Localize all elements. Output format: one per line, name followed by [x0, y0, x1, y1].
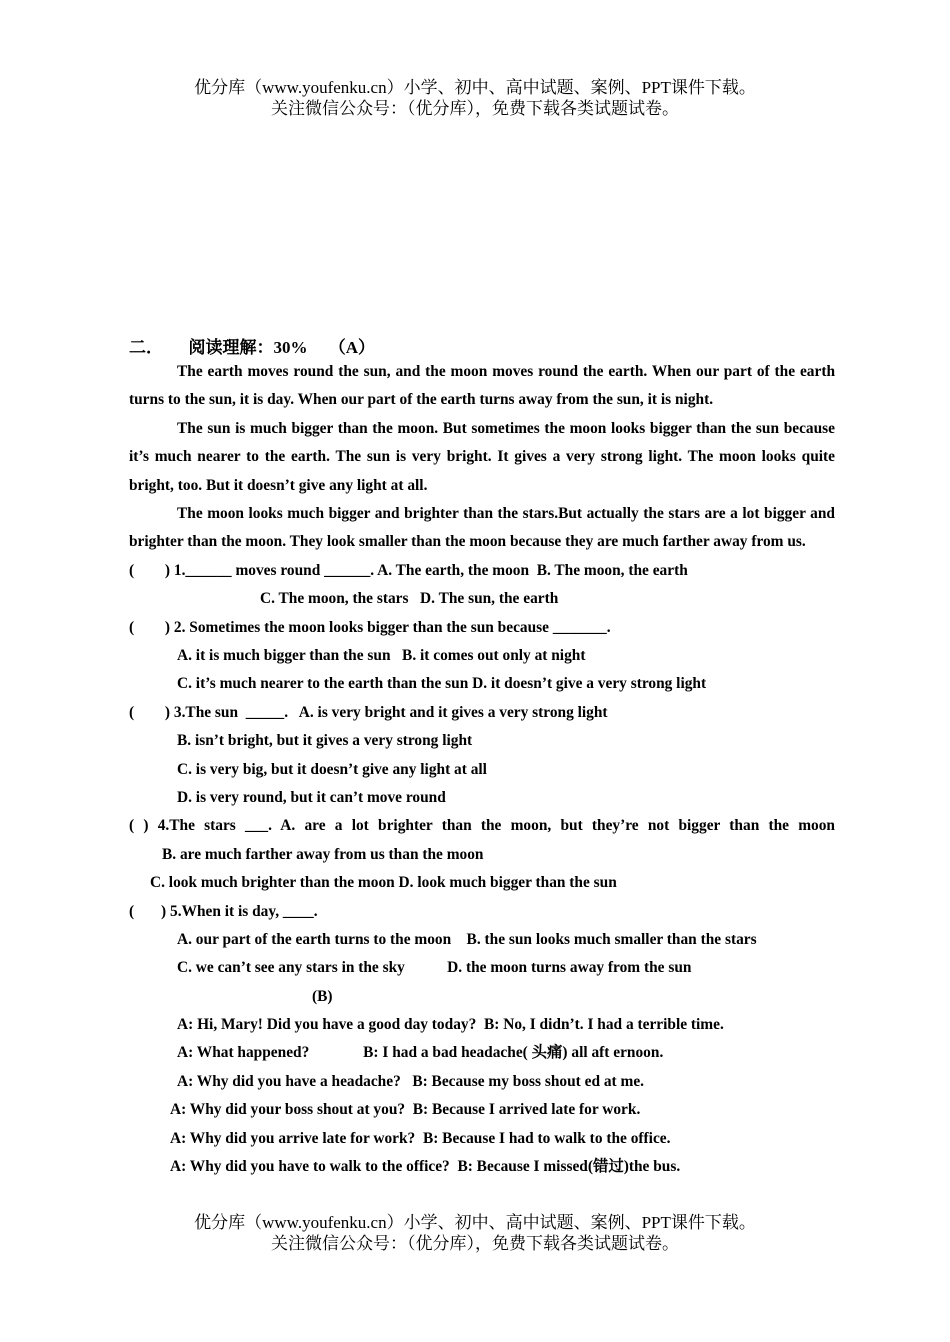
question-3-line-3: C. is very big, but it doesn’t give any light at all	[177, 760, 487, 778]
question-2-line-1: ( ) 2. Sometimes the moon looks bigger than the sun because _______.	[129, 618, 611, 636]
question-2-line-3: C. it’s much nearer to the earth than the sun D. it doesn’t give a very strong light	[177, 675, 707, 693]
question-4-line-2: B. are much farther away from us than the moon	[162, 845, 484, 863]
header-line-2: 关注微信公众号：（优分库），免费下载各类试题试卷。	[271, 99, 679, 118]
footer-line-2: 关注微信公众号：（优分库），免费下载各类试题试卷。	[271, 1234, 679, 1253]
question-5-line-2: A. our part of the earth turns to the moon B. the sun looks much smaller than the stars	[177, 930, 757, 948]
question-2-line-2: A. it is much bigger than the sun B. it comes out only at night	[177, 647, 586, 665]
question-3-line-2: B. isn’t bright, but it gives a very strong light	[177, 732, 473, 750]
dialogue-line-4: A: Why did your boss shout at you? B: Because I arrived late for work.	[170, 1101, 641, 1119]
question-3-line-4: D. is very round, but it can’t move round	[177, 788, 446, 806]
passage-a-paragraph-1: The earth moves round the sun, and the moon moves round the earth. When our part of the earth turns to the sun, it is day. When our part of the earth turns away from the sun, it is night.	[129, 363, 835, 409]
page-footer	[0, 1212, 950, 1254]
question-4-line-1: ( ) 4.The stars ___. A. are a lot brighter than the moon, but they’re not bigger than the moon	[129, 817, 835, 835]
dialogue-line-3: A: Why did you have a headache? B: Because my boss shout ed at me.	[177, 1072, 645, 1090]
footer-line-1: 优分库（www.youfenku.cn）小学、初中、高中试题、案例、PPT课件下载。	[194, 1213, 756, 1232]
dialogue-line-6: A: Why did you have to walk to the office? B: Because I missed(错过)the bus.	[170, 1158, 681, 1176]
page-header	[0, 77, 950, 119]
dialogue-line-1: A: Hi, Mary! Did you have a good day today? B: No, I didn’t. I had a terrible time.	[177, 1016, 724, 1034]
dialogue-line-5: A: Why did you arrive late for work? B: Because I had to walk to the office.	[170, 1129, 671, 1147]
passage-b-label: (B)	[312, 987, 333, 1005]
header-line-1: 优分库（www.youfenku.cn）小学、初中、高中试题、案例、PPT课件下载。	[194, 78, 756, 97]
section-title: 二． 阅读理解：30% （A）	[129, 338, 376, 357]
question-5-line-3: C. we can’t see any stars in the sky D. the moon turns away from the sun	[177, 959, 692, 977]
question-5-line-1: ( ) 5.When it is day, ____.	[129, 902, 318, 920]
question-4-line-3: C. look much brighter than the moon D. look much bigger than the sun	[150, 874, 617, 892]
dialogue-line-2: A: What happened? B: I had a bad headache( 头痛) all aft ernoon.	[177, 1044, 664, 1062]
reading-content	[129, 358, 835, 1181]
passage-a-paragraph-3: The moon looks much bigger and brighter than the stars.But actually the stars are a lot bigger and brighter than the moon. They look smaller than the moon because they are much farther away from us.	[129, 505, 835, 551]
question-3-line-1: ( ) 3.The sun _____. A. is very bright and it gives a very strong light	[129, 703, 608, 721]
passage-a-paragraph-2: The sun is much bigger than the moon. But sometimes the moon looks bigger than the sun because it’s much nearer to the earth. The sun is very bright. It gives a very strong light. The moon looks quite bright, too. But it doesn’t give any light at all.	[129, 419, 835, 494]
question-1-line-2: C. The moon, the stars D. The sun, the earth	[260, 590, 559, 608]
question-1-line-1: ( ) 1.______ moves round ______. A. The earth, the moon B. The moon, the earth	[129, 561, 688, 579]
